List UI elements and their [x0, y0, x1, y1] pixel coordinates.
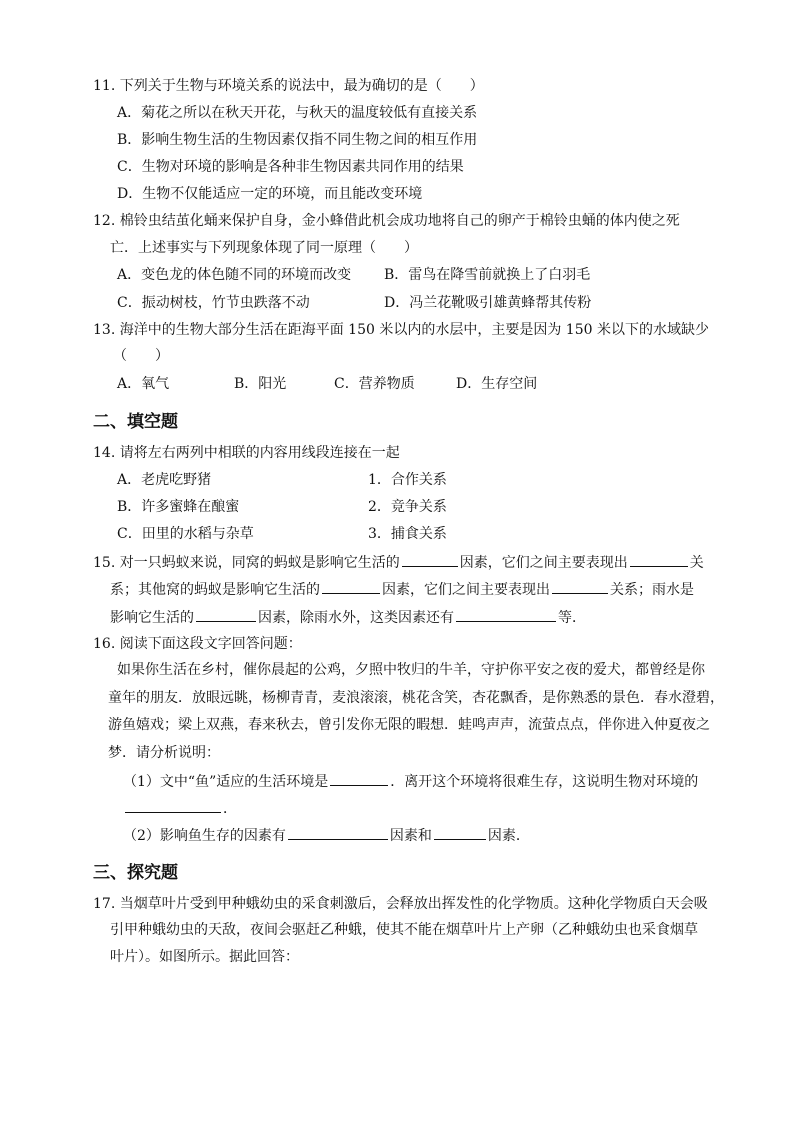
q16-passage-line: 童年的朋友．放眼远眺，杨柳青青，麦浪滚滚，桃花含笑，杏花飘香，是你熟悉的景色．春水澄碧，: [108, 690, 724, 706]
q16-passage-line: 梦．请分析说明：: [108, 745, 220, 761]
q11-option-a: A．菊花之所以在秋天开花，与秋天的温度较低有直接关系: [117, 105, 478, 121]
q17-line3: 叶片）。如图所示。据此回答：: [110, 949, 299, 965]
q17-line1: 17. 当烟草叶片受到甲种蛾幼虫的采食刺激后，会释放出挥发性的化学物质。这种化学物质白天会吸: [93, 896, 708, 912]
answer-blank[interactable]: [196, 606, 256, 622]
answer-blank[interactable]: [288, 824, 388, 840]
q16-stem: 16. 阅读下面这段文字回答问题：: [93, 636, 302, 652]
answer-blank[interactable]: [402, 551, 458, 567]
q15-line3: 影响它生活的 因素，除雨水外，这类因素还有 等．: [110, 606, 586, 628]
q16-sub1-cont: ．: [123, 797, 237, 819]
q16-sub1: （1）文中“鱼”适应的生活环境是 ．离开这个环境将很难生存，这说明生物对环境的: [123, 770, 698, 792]
q14-left-item: B．许多蜜蜂在酿蜜: [117, 499, 240, 515]
q17-line2: 引甲种蛾幼虫的天敌，夜间会驱赶乙种蛾，使其不能在烟草叶片上产卵（乙种蛾幼虫也采食烟草: [110, 922, 698, 938]
q12-option-d: D．冯兰花靴吸引雄黄蜂帮其传粉: [384, 295, 592, 311]
q13-stem-line2: （ ）: [113, 348, 169, 364]
answer-blank[interactable]: [322, 578, 380, 594]
section-heading-inquiry: 三、探究题: [93, 863, 178, 883]
q14-right-item: 1．合作关系: [368, 472, 447, 488]
q12-option-c: C．振动树枝，竹节虫跌落不动: [117, 295, 310, 311]
answer-blank[interactable]: [630, 551, 688, 567]
q14-right-item: 3．捕食关系: [368, 526, 447, 542]
q12-option-a: A．变色龙的体色随不同的环境而改变: [117, 267, 352, 283]
q15-line2: 系；其他窝的蚂蚁是影响它生活的 因素，它们之间主要表现出 关系；雨水是: [110, 578, 694, 600]
q13-option-d: D．生存空间: [456, 376, 538, 392]
answer-blank[interactable]: [125, 797, 221, 813]
q11-option-d: D．生物不仅能适应一定的环境，而且能改变环境: [117, 186, 423, 202]
q14-left-item: C．田里的水稻与杂草: [117, 526, 254, 542]
answer-blank[interactable]: [330, 770, 388, 786]
answer-blank[interactable]: [552, 578, 608, 594]
section-heading-fill-in: 二、填空题: [93, 412, 178, 432]
q12-stem-line2: 亡．上述事实与下列现象体现了同一原理（ ）: [110, 240, 418, 256]
q14-left-item: A．老虎吃野猪: [117, 472, 212, 488]
q13-stem-line1: 13. 海洋中的生物大部分生活在距海平面 150 米以内的水层中，主要是因为 150 米以下的水域缺少: [93, 322, 709, 338]
q11-option-c: C．生物对环境的影响是各种非生物因素共同作用的结果: [117, 159, 464, 175]
q16-passage-line: 如果你生活在乡村，催你晨起的公鸡，夕照中牧归的牛羊，守护你平安之夜的爱犬，都曾经是你: [117, 662, 705, 678]
q16-sub2: （2）影响鱼生存的因素有 因素和 因素．: [123, 824, 530, 846]
answer-blank[interactable]: [456, 606, 556, 622]
answer-blank[interactable]: [434, 824, 486, 840]
q16-passage-line: 游鱼嬉戏；梁上双燕，春来秋去，曾引发你无限的暇想．蛙鸣声声，流萤点点，伴你进入仲夏夜之: [108, 717, 710, 733]
q14-stem: 14. 请将左右两列中相联的内容用线段连接在一起: [93, 445, 400, 461]
q14-right-item: 2．竞争关系: [368, 499, 447, 515]
q11-stem: 11. 下列关于生物与环境关系的说法中，最为确切的是（ ）: [93, 78, 484, 94]
q13-option-a: A．氧气: [117, 376, 170, 392]
q15-line1: 15. 对一只蚂蚁来说，同窝的蚂蚁是影响它生活的 因素，它们之间主要表现出 关: [93, 551, 704, 573]
q12-stem-line1: 12. 棉铃虫结茧化蛹来保护自身，金小蜂借此机会成功地将自己的卵产于棉铃虫蛹的体内使之死: [93, 213, 680, 229]
q13-option-b: B．阳光: [234, 376, 287, 392]
q11-option-b: B．影响生物生活的生物因素仅指不同生物之间的相互作用: [117, 132, 478, 148]
q12-option-b: B．雷鸟在降雪前就换上了白羽毛: [384, 267, 591, 283]
q13-option-c: C．营养物质: [334, 376, 415, 392]
